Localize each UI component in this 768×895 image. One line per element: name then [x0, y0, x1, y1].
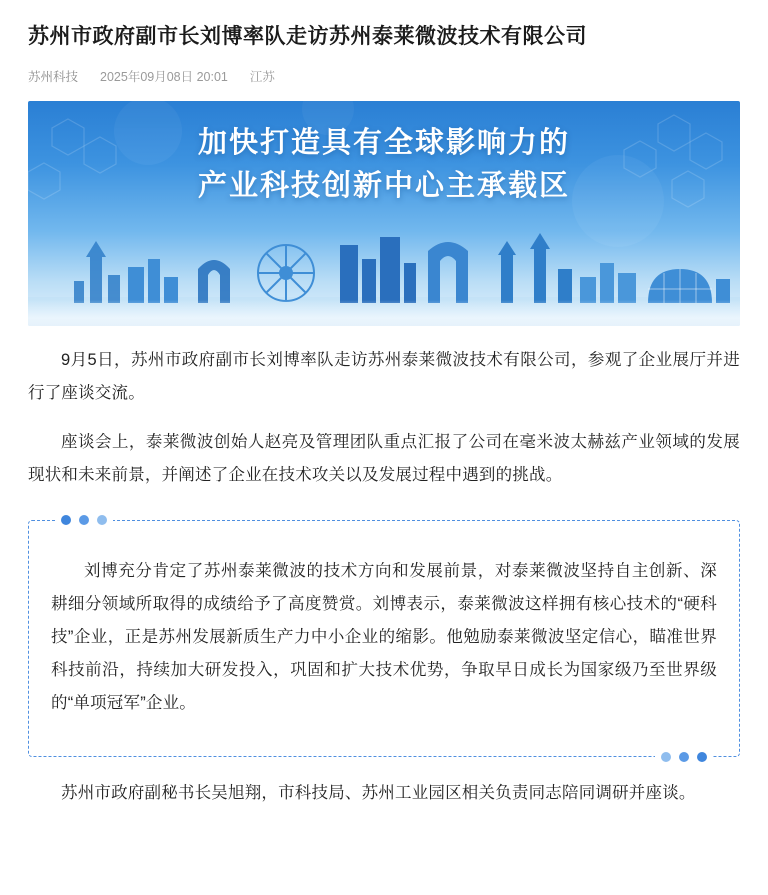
banner-headline-line1: 加快打造具有全球影响力的: [197, 127, 570, 160]
body-paragraph-2: 座谈会上，泰莱微波创始人赵亮及管理团队重点汇报了公司在毫米波太赫兹产业领域的发展现状和未来前景，并阐述了企业在技术攻关以及发展过程中遇到的挑战。: [28, 433, 740, 485]
article-banner-image: [28, 101, 740, 326]
banner-headline: [28, 125, 740, 204]
article-datetime: 2025年09月08日 20:01: [100, 70, 228, 85]
article-meta: [28, 67, 740, 85]
dot-icon: [697, 752, 707, 762]
dot-icon: [97, 515, 107, 525]
article-source[interactable]: 苏州科技: [28, 70, 79, 85]
highlight-quote-box: [28, 520, 740, 757]
dot-icon: [679, 752, 689, 762]
page-title: 苏州市政府副市长刘博率队走访苏州泰莱微波技术有限公司: [28, 25, 587, 48]
body-paragraph-1: 9月5日，苏州市政府副市长刘博率队走访苏州泰莱微波技术有限公司，参观了企业展厅并进行了座谈交流。: [28, 351, 740, 403]
decorative-dots-bottom-right: [655, 752, 713, 762]
body-paragraph-closing: 苏州市政府副秘书长吴旭翔，市科技局、苏州工业园区相关负责同志陪同调研并座谈。: [61, 784, 696, 803]
decorative-dots-top-left: [55, 515, 113, 525]
banner-headline-line2: 产业科技创新中心主承载区: [197, 169, 570, 202]
dot-icon: [661, 752, 671, 762]
dot-icon: [61, 515, 71, 525]
dot-icon: [79, 515, 89, 525]
quote-text: 刘博充分肯定了苏州泰莱微波的技术方向和发展前景，对泰莱微波坚持自主创新、深耕细分领域所取得的成绩给予了高度赞赏。刘博表示，泰莱微波这样拥有核心技术的“硬科技”企业，正是苏州发展新质生产力中小企业的缩影。他勉励泰莱微波坚定信心，瞄准世界科技前沿，持续加大研发投入，巩固和扩大技术优势，争取早日成长为国家级乃至世界级的“单项冠军”企业。: [51, 562, 717, 713]
banner-fade: [28, 300, 740, 326]
article-region: 江苏: [249, 70, 275, 85]
